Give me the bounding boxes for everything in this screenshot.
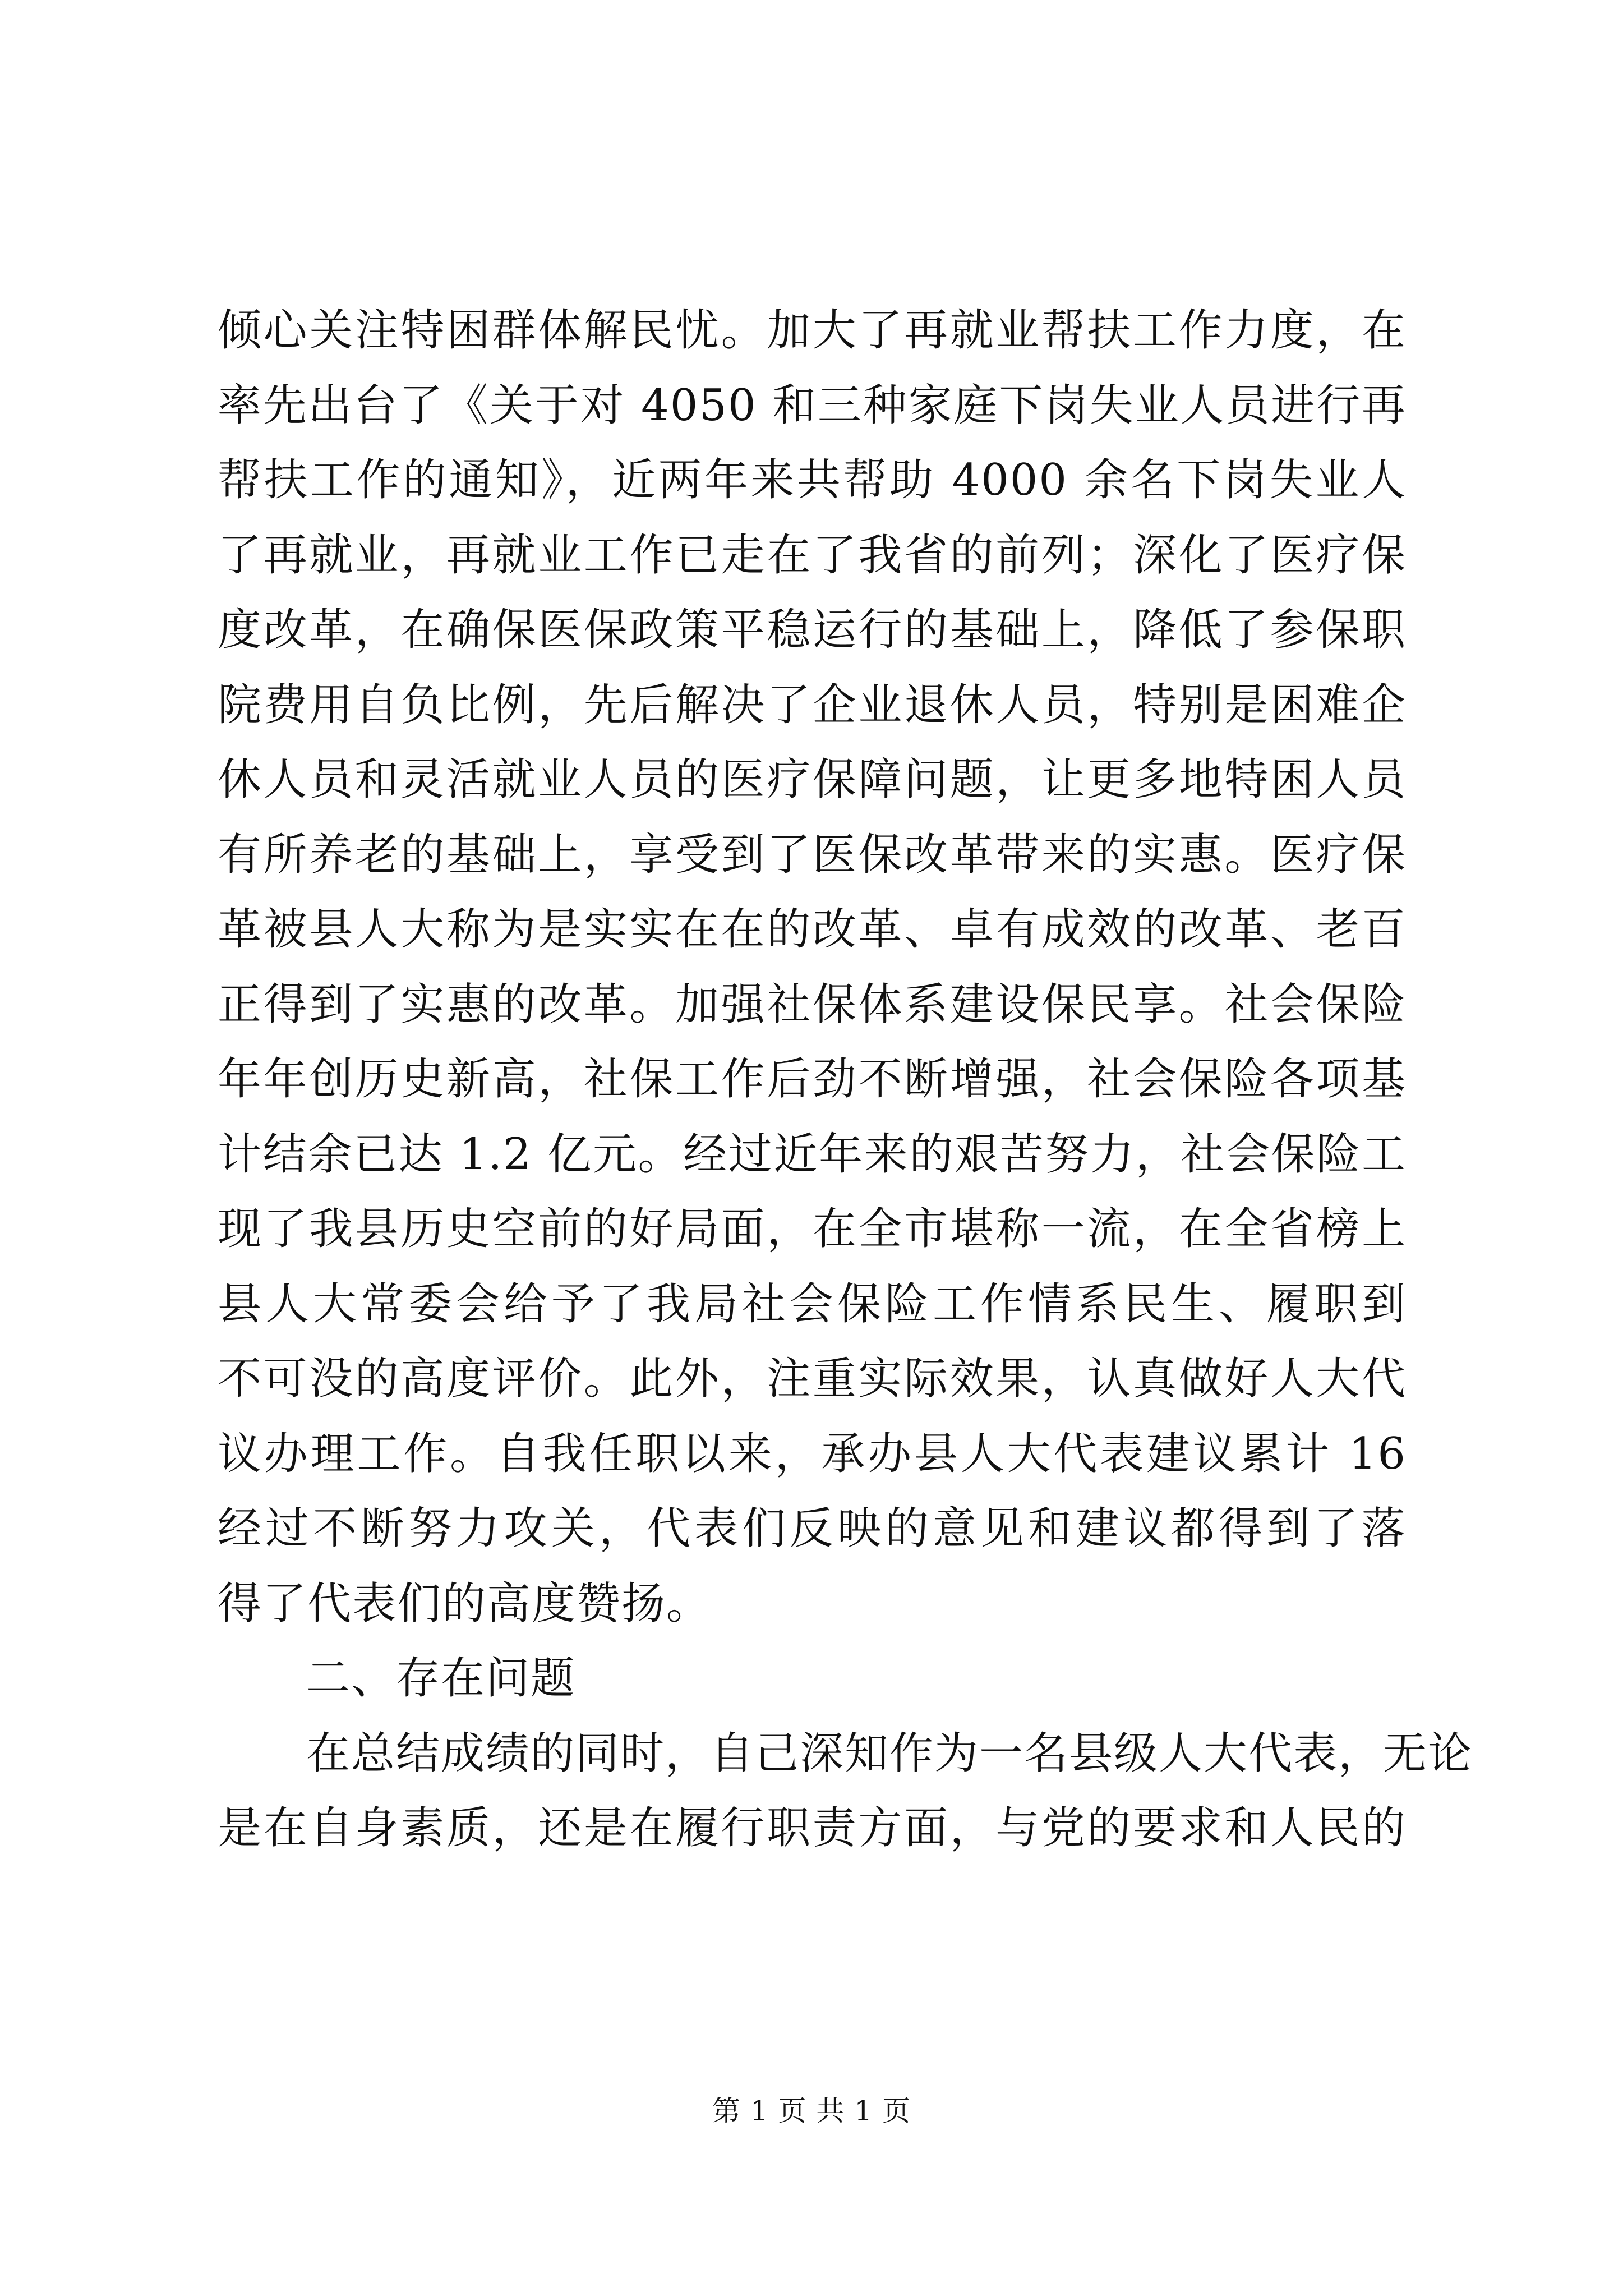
text-line: 年年创历史新高，社保工作后劲不断增强，社会保险各项基: [218, 1054, 1407, 1105]
document-body: [218, 293, 1473, 1866]
text-line: 是在自身素质，还是在履行职责方面，与党的要求和人民的: [218, 1803, 1407, 1853]
text-line: 倾心关注特困群体解民忧。加大了再就业帮扶工作力度，在: [218, 305, 1407, 356]
text-line: 休人员和灵活就业人员的医疗保障问题，让更多地特困人员: [218, 754, 1407, 805]
text-line: 帮扶工作的通知》，近两年来共帮助 4000 余名下岗失业人: [218, 455, 1407, 505]
text-line: 县人大常委会给予了我局社会保险工作情系民生、履职到: [218, 1278, 1407, 1329]
text-line: 度改革，在确保医保政策平稳运行的基础上，降低了参保职: [218, 605, 1407, 655]
page-footer: 第 1 页 共 1 页: [712, 2095, 911, 2127]
text-line: 得了代表们的高度赞扬。: [218, 1578, 712, 1629]
text-line: 革被县人大称为是实实在在的改革、卓有成效的改革、老百: [218, 904, 1407, 955]
text-line: 议办理工作。自我任职以来，承办县人大代表建议累计 16: [218, 1428, 1407, 1479]
text-line: 不可没的高度评价。此外，注重实际效果，认真做好人大代: [218, 1354, 1407, 1404]
text-line: 经过不断努力攻关，代表们反映的意见和建议都得到了落: [218, 1503, 1407, 1554]
text-line: 率先出台了《关于对 4050 和三种家庭下岗失业人员进行再: [218, 380, 1407, 431]
section-heading: 二、存在问题: [306, 1653, 576, 1704]
text-line: 了再就业，再就业工作已走在了我省的前列；深化了医疗保: [218, 530, 1407, 581]
text-line: 有所养老的基础上，享受到了医保改革带来的实惠。医疗保: [218, 829, 1407, 880]
text-line: 现了我县历史空前的好局面，在全市堪称一流，在全省榜上: [218, 1204, 1407, 1254]
text-line: 计结余已达 1.2 亿元。经过近年来的艰苦努力，社会保险工: [218, 1129, 1407, 1180]
text-line: 在总结成绩的同时，自己深知作为一名县级人大代表，无论: [306, 1728, 1473, 1779]
text-line: 正得到了实惠的改革。加强社保体系建设保民享。社会保险: [218, 979, 1407, 1030]
text-line: 院费用自负比例，先后解决了企业退休人员，特别是困难企: [218, 679, 1407, 730]
